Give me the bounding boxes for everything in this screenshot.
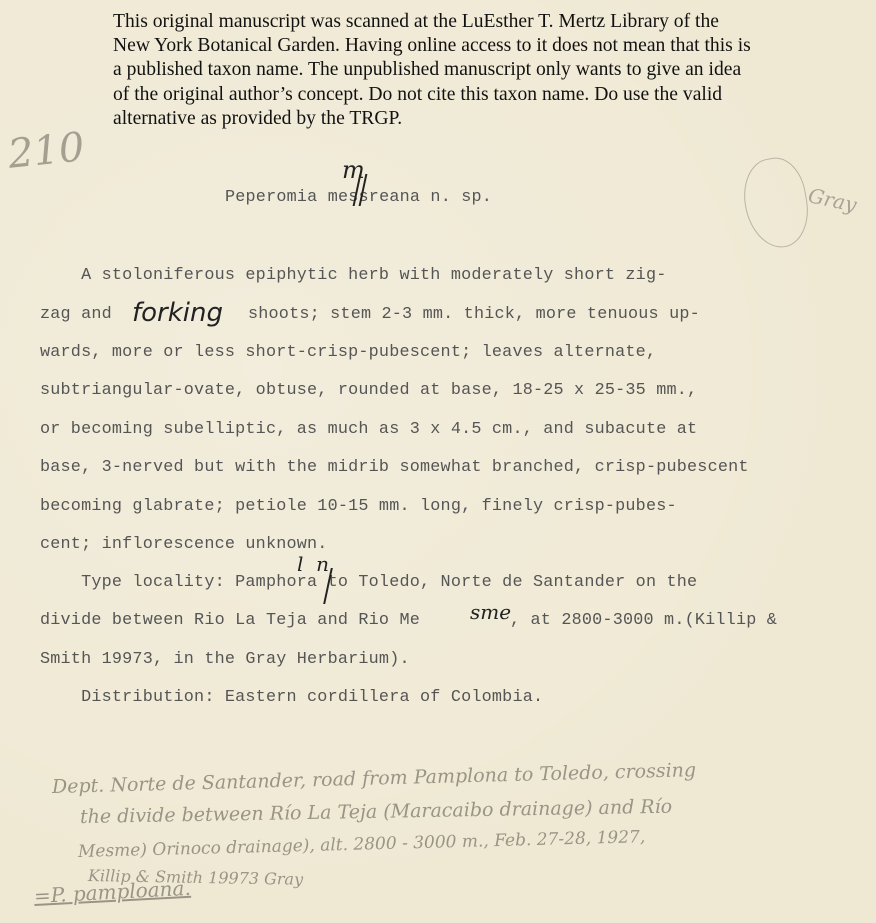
desc-line-8: cent; inflorescence unknown. bbox=[40, 535, 328, 554]
herbarium-stamp bbox=[738, 153, 815, 252]
title-after: reana n. sp. bbox=[368, 188, 493, 207]
handwritten-forking: forking bbox=[132, 298, 224, 328]
locality-line-1: Type locality: Pamphora to Toledo, Norte de Santander on the bbox=[40, 573, 698, 592]
desc-line-4: subtriangular-ovate, obtuse, rounded at base, 18-25 x 25-35 mm., bbox=[40, 381, 698, 400]
desc-line-6: base, 3-nerved but with the midrib somewhat branched, crisp-pubescent bbox=[40, 458, 749, 477]
desc-line-2b: shoots; stem 2-3 mm. thick, more tenuous up- bbox=[248, 305, 700, 324]
hand-line-4: Killip & Smith 19973 Gray bbox=[87, 866, 304, 889]
hand-line-1: Dept. Norte de Santander, road from Pamplona to Toledo, crossing bbox=[51, 759, 697, 798]
desc-line-7: becoming glabrate; petiole 10-15 mm. long, finely crisp-pubes- bbox=[40, 497, 677, 516]
title-struck: s bbox=[358, 188, 369, 207]
hand-line-5: =P. pamploana. bbox=[33, 875, 192, 908]
stamp-text: Gray bbox=[806, 183, 859, 217]
scan-notice: This original manuscript was scanned at the LuEsther T. Mertz Library of the New York Botanical Garden. Having online access to it does not mean that this is a published taxon name. The unpublished manuscript only wants to give an idea of the original author’s concept. Do not cite this taxon name. Do use the valid alternative as provided by the TRGP. bbox=[113, 11, 751, 129]
desc-line-3: wards, more or less short-crisp-pubescent; leaves alternate, bbox=[40, 343, 657, 362]
margin-number: 210 bbox=[5, 124, 87, 178]
desc-line-2a: zag and bbox=[40, 305, 112, 324]
hand-line-3: Mesme) Orinoco drainage), alt. 2800 - 3000 m., Feb. 27-28, 1927, bbox=[77, 827, 646, 862]
distribution-line: Distribution: Eastern cordillera of Colombia. bbox=[40, 688, 544, 707]
desc-line-1: A stoloniferous epiphytic herb with moderately short zig- bbox=[40, 266, 667, 285]
locality-line-2b: , at 2800-3000 m.(Killip & bbox=[510, 611, 778, 630]
locality-insert-ln: l n bbox=[297, 552, 329, 576]
title-before: Peperomia mes bbox=[225, 188, 359, 207]
desc-line-5: or becoming subelliptic, as much as 3 x 4.5 cm., and subacute at bbox=[40, 420, 698, 439]
locality-line-2a: divide between Rio La Teja and Rio Me bbox=[40, 611, 421, 630]
locality-insert-sme: sme bbox=[470, 600, 512, 624]
title-insert-m: m bbox=[342, 156, 365, 184]
hand-line-2: the divide between Río La Teja (Maracaibo drainage) and Río bbox=[79, 795, 673, 828]
locality-line-3: Smith 19973, in the Gray Herbarium). bbox=[40, 650, 410, 669]
